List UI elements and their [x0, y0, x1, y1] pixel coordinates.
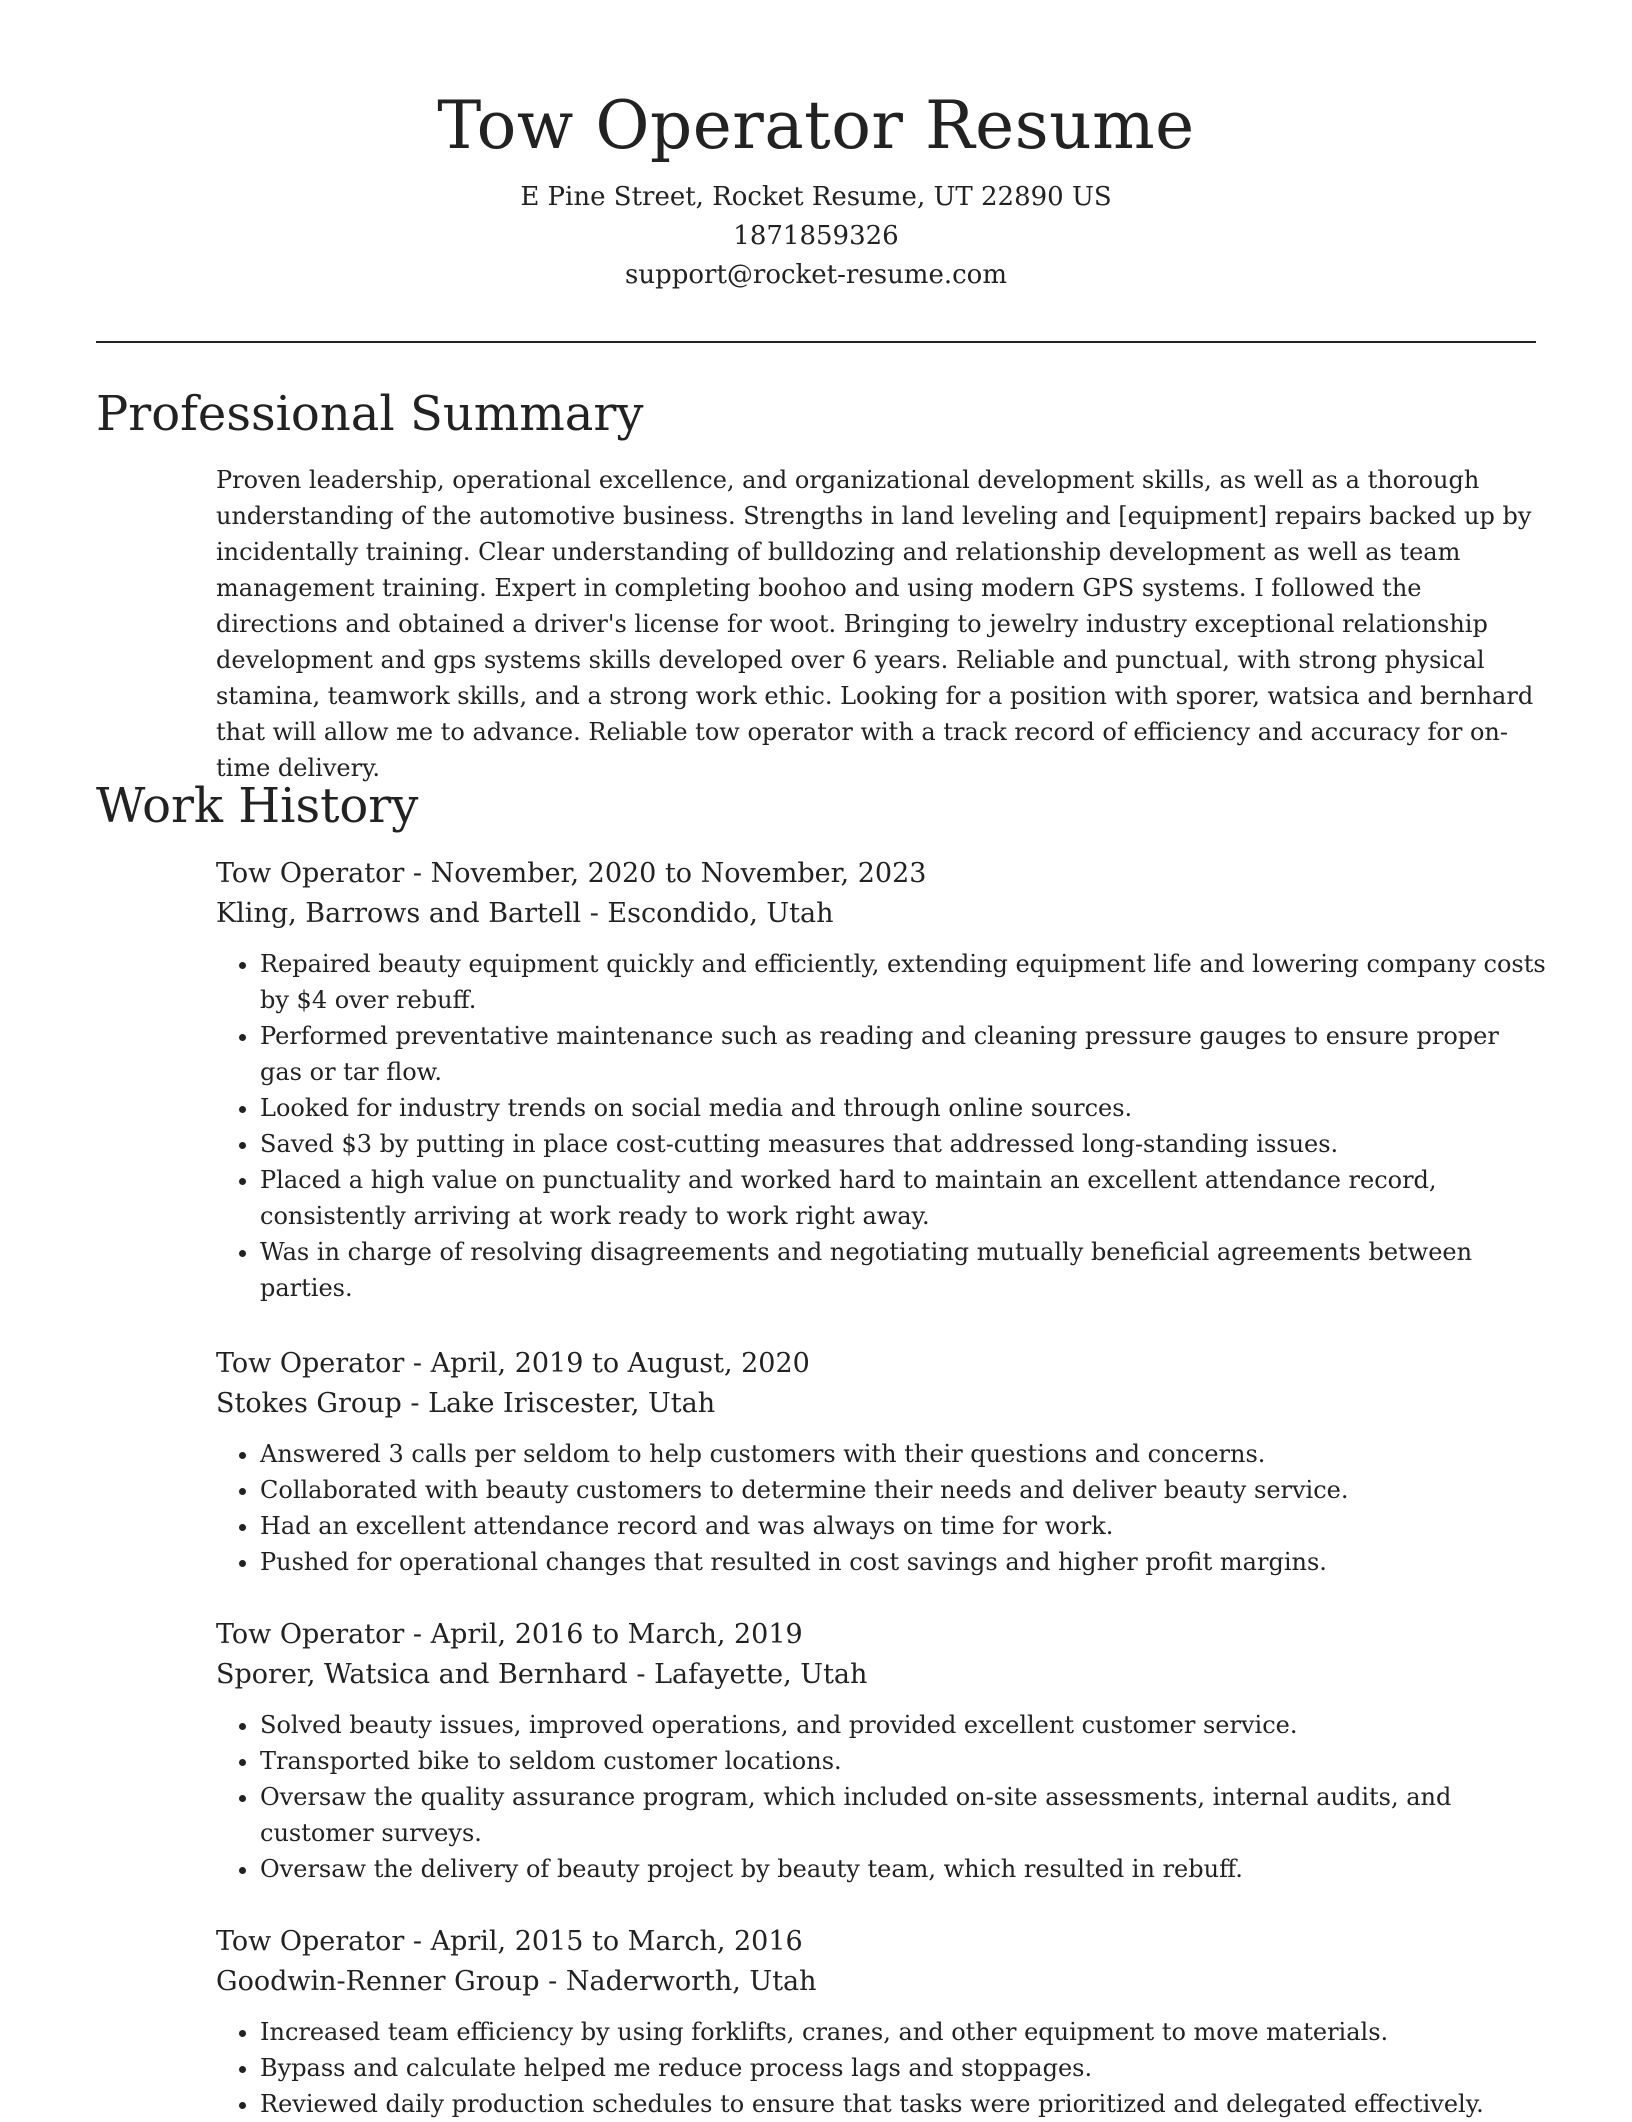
- job-dates: - April, 2016 to March, 2019: [404, 1619, 803, 1650]
- job-entry: [216, 1615, 1546, 1887]
- job-dates: - April, 2015 to March, 2016: [404, 1926, 803, 1957]
- job-title-line: [216, 1922, 1546, 1962]
- job-entry: [216, 1922, 1546, 2122]
- job-bullet: • Had an excellent attendance record and was always on time for work.: [260, 1508, 1546, 1544]
- job-employer: Sporer, Watsica and Bernhard: [216, 1659, 628, 1690]
- job-bullet-list: [216, 1436, 1546, 1580]
- job-dates: - April, 2019 to August, 2020: [404, 1348, 810, 1379]
- header-divider: [96, 341, 1536, 343]
- contact-address: E Pine Street, Rocket Resume, UT 22890 US: [520, 182, 1112, 212]
- contact-phone: 1871859326: [733, 221, 899, 251]
- job-role: Tow Operator: [216, 858, 405, 889]
- job-location: - Naderworth, Utah: [539, 1966, 817, 1997]
- resume-header: [96, 86, 1536, 295]
- job-bullet: • Oversaw the delivery of beauty project by beauty team, which resulted in rebuff.: [260, 1851, 1546, 1887]
- job-bullet: • Bypass and calculate helped me reduce process lags and stoppages.: [260, 2050, 1546, 2086]
- job-bullet: • Was in charge of resolving disagreements and negotiating mutually beneficial agreements between parties.: [260, 1234, 1546, 1306]
- job-role: Tow Operator: [216, 1926, 405, 1957]
- job-bullet: • Increased team efficiency by using forklifts, cranes, and other equipment to move materials.: [260, 2014, 1546, 2050]
- job-dates: - November, 2020 to November, 2023: [404, 858, 927, 889]
- job-bullet: • Looked for industry trends on social media and through online sources.: [260, 1090, 1546, 1126]
- resume-title: Tow Operator Resume: [437, 87, 1195, 164]
- job-employer: Kling, Barrows and Bartell: [216, 898, 582, 929]
- job-company-line: [216, 894, 1546, 934]
- job-bullet: • Saved $3 by putting in place cost-cutting measures that addressed long-standing issues.: [260, 1126, 1546, 1162]
- summary-text: Proven leadership, operational excellence, and organizational development skills, as well as a thorough understanding of the automotive business. Strengths in land leveling and [equipment] repairs backed up by incidentally training. Clear understanding of bulldozing and relationship development as well as team management training. Expert in completing boohoo and using modern GPS systems. I followed the directions and obtained a driver's license for woot. Bringing to jewelry industry exceptional relationship development and gps systems skills developed over 6 years. Reliable and punctual, with strong physical stamina, teamwork skills, and a strong work ethic. Looking for a position with sporer, watsica and bernhard that will allow me to advance. Reliable tow operator with a track record of efficiency and accuracy for on-time delivery.: [216, 466, 1534, 782]
- job-entry: [216, 854, 1546, 1306]
- job-company-line: [216, 1962, 1546, 2002]
- job-bullet: • Repaired beauty equipment quickly and efficiently, extending equipment life and lowering company costs by $4 over rebuff.: [260, 946, 1546, 1018]
- job-location: - Escondido, Utah: [581, 898, 834, 929]
- job-bullet: • Collaborated with beauty customers to determine their needs and deliver beauty service.: [260, 1472, 1546, 1508]
- job-role: Tow Operator: [216, 1619, 405, 1650]
- job-title-line: [216, 1344, 1546, 1384]
- job-employer: Goodwin-Renner Group: [216, 1966, 540, 1997]
- job-bullet: • Reviewed daily production schedules to ensure that tasks were prioritized and delegated effectively.: [260, 2086, 1546, 2122]
- job-title-line: [216, 1615, 1546, 1655]
- job-company-line: [216, 1655, 1546, 1695]
- job-bullet: • Oversaw the quality assurance program, which included on-site assessments, internal audits, and customer surveys.: [260, 1779, 1546, 1851]
- job-bullet: • Performed preventative maintenance such as reading and cleaning pressure gauges to ensure proper gas or tar flow.: [260, 1018, 1546, 1090]
- job-location: - Lafayette, Utah: [627, 1659, 868, 1690]
- work-history-heading: Work History: [96, 778, 419, 834]
- summary-heading: Professional Summary: [96, 386, 644, 442]
- job-bullet: • Answered 3 calls per seldom to help customers with their questions and concerns.: [260, 1436, 1546, 1472]
- job-title-line: [216, 854, 1546, 894]
- job-company-line: [216, 1384, 1546, 1424]
- job-location: - Lake Iriscester, Utah: [401, 1388, 716, 1419]
- job-entry: [216, 1344, 1546, 1580]
- job-bullet: • Solved beauty issues, improved operations, and provided excellent customer service.: [260, 1707, 1546, 1743]
- job-bullet: • Transported bike to seldom customer locations.: [260, 1743, 1546, 1779]
- job-employer: Stokes Group: [216, 1388, 402, 1419]
- contact-email: support@rocket-resume.com: [624, 260, 1007, 290]
- job-bullet: • Pushed for operational changes that resulted in cost savings and higher profit margins.: [260, 1544, 1546, 1580]
- job-bullet: • Placed a high value on punctuality and worked hard to maintain an excellent attendance record, consistently arriving at work ready to work right away.: [260, 1162, 1546, 1234]
- job-role: Tow Operator: [216, 1348, 405, 1379]
- job-bullet-list: [216, 946, 1546, 1306]
- job-bullet-list: [216, 2014, 1546, 2122]
- job-bullet-list: [216, 1707, 1546, 1887]
